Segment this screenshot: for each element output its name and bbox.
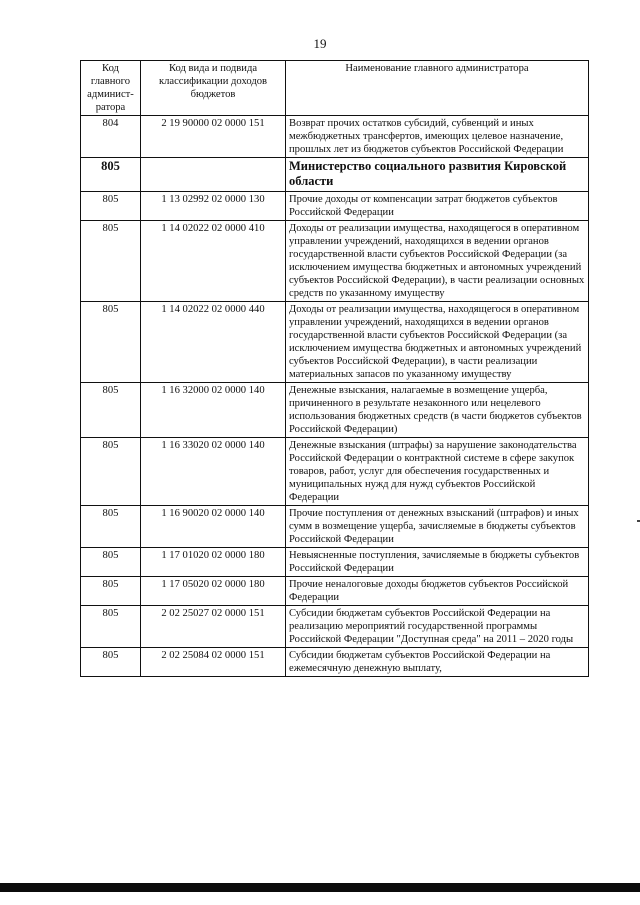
table-row — [81, 648, 589, 677]
table-row — [81, 577, 589, 606]
admin-code-cell: 805 — [81, 438, 141, 506]
admin-code-cell: 805 — [81, 383, 141, 438]
admin-code-cell: 805 — [81, 577, 141, 606]
table-body — [81, 116, 589, 677]
table-row — [81, 221, 589, 302]
income-code-cell: 1 14 02022 02 0000 440 — [141, 302, 286, 383]
income-code-cell: 1 16 90020 02 0000 140 — [141, 506, 286, 548]
admin-code-cell: 805 — [81, 192, 141, 221]
income-code-cell: 2 02 25084 02 0000 151 — [141, 648, 286, 677]
table-row — [81, 438, 589, 506]
admin-name-cell: Прочие поступления от денежных взысканий (штрафов) и иных сумм в возмещение ущерба, зачисляемые в бюджеты субъектов Российской Федерации — [286, 506, 589, 548]
admin-code-cell: 805 — [81, 158, 141, 192]
admin-code-cell: 805 — [81, 221, 141, 302]
admin-name-cell: Доходы от реализации имущества, находящегося в оперативном управлении учреждений, находящихся в ведении органов государственной власти субъектов Российской Федерации (за исключением имущества бюджетных и автономных учреждений субъектов Российской Федерации), в части реализации материальных запасов по указанному имуществу — [286, 302, 589, 383]
admin-name-cell: Прочие доходы от компенсации затрат бюджетов субъектов Российской Федерации — [286, 192, 589, 221]
income-code-cell: 1 17 05020 02 0000 180 — [141, 577, 286, 606]
income-code-cell: 1 13 02992 02 0000 130 — [141, 192, 286, 221]
income-code-cell: 1 16 32000 02 0000 140 — [141, 383, 286, 438]
admin-name-cell: Министерство социального развития Кировской области — [286, 158, 589, 192]
admin-name-cell: Денежные взыскания, налагаемые в возмещение ущерба, причиненного в результате незаконного или нецелевого использования бюджетных средств (в части бюджетов субъектов Российской Федерации) — [286, 383, 589, 438]
scan-bottom-bar — [0, 883, 640, 892]
admin-code-cell: 805 — [81, 302, 141, 383]
income-code-cell: 1 17 01020 02 0000 180 — [141, 548, 286, 577]
income-code-cell: 2 02 25027 02 0000 151 — [141, 606, 286, 648]
admin-code-cell: 805 — [81, 606, 141, 648]
table-header-row — [81, 61, 589, 116]
admin-name-cell: Субсидии бюджетам субъектов Российской Федерации на реализацию мероприятий государственной программы Российской Федерации "Доступная среда" на 2011 – 2020 годы — [286, 606, 589, 648]
income-code-cell: 2 19 90000 02 0000 151 — [141, 116, 286, 158]
income-code-cell: 1 16 33020 02 0000 140 — [141, 438, 286, 506]
table-row — [81, 506, 589, 548]
page-number: 19 — [313, 36, 327, 51]
table-row-ministry — [81, 158, 589, 192]
admin-name-cell: Денежные взыскания (штрафы) за нарушение законодательства Российской Федерации о контрактной системе в сфере закупок товаров, работ, услуг для обеспечения государственных и муниципальных нужд для нужд субъектов Российской Федерации — [286, 438, 589, 506]
header-income-code: Код вида и подвида классификации доходов бюджетов — [141, 61, 286, 116]
admin-code-cell: 805 — [81, 548, 141, 577]
admin-code-cell: 805 — [81, 648, 141, 677]
admin-name-cell: Субсидии бюджетам субъектов Российской Федерации на ежемесячную денежную выплату, — [286, 648, 589, 677]
admin-code-cell: 804 — [81, 116, 141, 158]
table-row — [81, 606, 589, 648]
admin-name-cell: Невыясненные поступления, зачисляемые в бюджеты субъектов Российской Федерации — [286, 548, 589, 577]
table-row — [81, 116, 589, 158]
table-row — [81, 383, 589, 438]
header-admin-code: Код главного админист-ратора — [81, 61, 141, 116]
admin-name-cell: Доходы от реализации имущества, находящегося в оперативном управлении учреждений, находящихся в ведении органов государственной власти субъектов Российской Федерации (за исключением имущества бюджетных и автономных учреждений субъектов Российской Федерации), в части реализации основных средств по указанному имуществу — [286, 221, 589, 302]
income-code-cell — [141, 158, 286, 192]
table-row — [81, 548, 589, 577]
admin-code-cell: 805 — [81, 506, 141, 548]
admin-name-cell: Прочие неналоговые доходы бюджетов субъектов Российской Федерации — [286, 577, 589, 606]
header-admin-name: Наименование главного администратора — [286, 61, 589, 116]
income-code-cell: 1 14 02022 02 0000 410 — [141, 221, 286, 302]
admin-name-cell: Возврат прочих остатков субсидий, субвенций и иных межбюджетных трансфертов, имеющих целевое назначение, прошлых лет из бюджетов субъектов Российской Федерации — [286, 116, 589, 158]
table-row — [81, 192, 589, 221]
table-row — [81, 302, 589, 383]
income-administrators-table — [80, 60, 589, 677]
